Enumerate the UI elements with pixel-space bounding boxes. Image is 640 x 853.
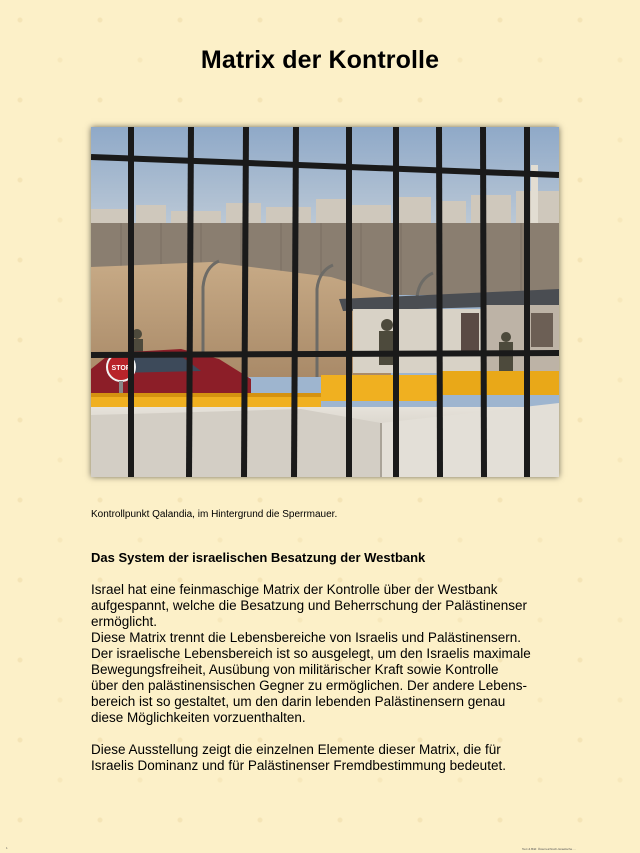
stop-sign-text: STOP [111,365,131,372]
body-line: über den palästinensischen Gegner zu ermöglichen. Der andere Lebens- [91,678,528,693]
section-body [91,582,569,774]
body-line: ermöglicht. [91,614,158,629]
closing-line: Diese Ausstellung zeigt die einzelnen Elemente dieser Matrix, die für [91,742,501,757]
body-line: bereich ist so gestaltet, um den darin lebenden Palästinensern genau [91,694,506,709]
footer-page-number: 1 [6,846,8,850]
body-line: Israel hat eine feinmaschige Matrix der Kontrolle über der Westbank [91,582,498,597]
body-line: aufgespannt, welche die Besatzung und Beherrschung der Palästinenser [91,598,528,613]
body-line: Bewegungsfreiheit, Ausübung von militärischer Kraft sowie Kontrolle [91,662,499,677]
concrete-blocks [91,403,559,477]
paragraph-gap [91,726,569,742]
checkpoint-photo [91,127,559,477]
body-line: diese Möglichkeiten vorzuenthalten. [91,710,306,725]
photo-caption: Kontrollpunkt Qalandia, im Hintergrund die Sperrmauer. [91,509,338,520]
body-line: Diese Matrix trennt die Lebensbereiche von Israelis und Palästinensern. [91,630,521,645]
body-line: Der israelische Lebensbereich ist so ausgelegt, um den Israelis maximale [91,646,531,661]
page-title: Matrix der Kontrolle [200,46,440,74]
closing-line: Israelis Dominanz und für Palästinenser Fremdbestimmung bedeutet. [91,758,506,773]
footer-credit: Text & Bild: Österreichisch-Israelische ... [522,847,576,851]
section-heading: Das System der israelischen Besatzung der Westbank [91,550,426,565]
checkpoint-photo-illustration [91,127,559,477]
